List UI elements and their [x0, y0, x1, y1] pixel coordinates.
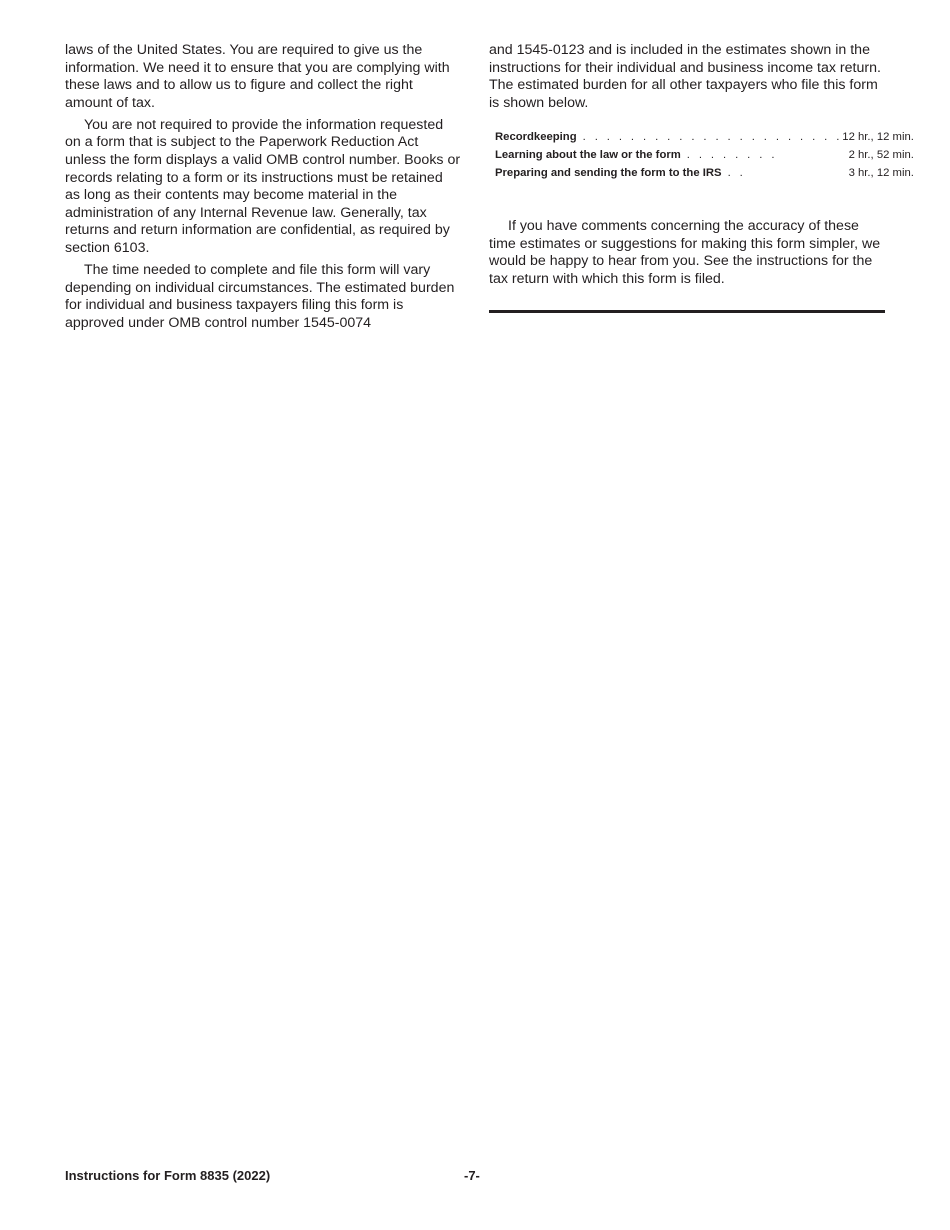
burden-row-recordkeeping	[495, 129, 914, 147]
end-rule	[489, 310, 885, 313]
burden-row-label: Learning about the law or the form	[495, 148, 681, 161]
burden-row-learning	[495, 147, 914, 165]
burden-row-label: Recordkeeping	[495, 131, 577, 144]
burden-row-value: 3 hr., 12 min.	[848, 166, 914, 179]
leader-dots: . . . . . . . . . . . . . . . . . . . . . .	[582, 131, 843, 144]
burden-row-value: 2 hr., 52 min.	[848, 148, 914, 161]
left-column	[65, 42, 461, 337]
burden-row-label: Preparing and sending the form to the IRS	[495, 166, 722, 179]
leader-dots: . . . . . . . .	[686, 148, 778, 161]
footer-title: Instructions for Form 8835 (2022)	[65, 1168, 271, 1183]
right-column	[489, 42, 914, 293]
page-number: -7-	[464, 1168, 480, 1183]
comments-paragraph: If you have comments concerning the accuracy of these time estimates or suggestions for making this form simpler, we would be happy to hear from you. See the instructions for the tax return with which this form is filed.	[489, 218, 881, 287]
burden-table	[495, 129, 914, 182]
omb-paragraph: You are not required to provide the information requested on a form that is subject to the Paperwork Reduction Act unless the form displays a valid OMB control number. Books or records relating to a form or its instructions must be retained as long as their contents may become material in the administration of any Internal Revenue law. Generally, tax returns and return information are confidential, as required by section 6103.	[65, 116, 461, 257]
leader-dots: . .	[727, 166, 746, 179]
privacy-paragraph-continued: laws of the United States. You are required to give us the information. We need it to ensure that you are complying with these laws and to allow us to figure and collect the right amount of tax.	[65, 42, 450, 111]
burden-row-value: 12 hr., 12 min.	[842, 131, 914, 144]
time-needed-paragraph: The time needed to complete and file this form will vary depending on individual circumstances. The estimated burden for individual and business taxpayers filing this form is approved under OMB control number 1545-0074	[65, 262, 455, 331]
burden-row-preparing	[495, 165, 914, 183]
estimates-paragraph: and 1545-0123 and is included in the estimates shown in the instructions for their individual and business income tax return. The estimated burden for all other taxpayers who file this form is shown below.	[489, 42, 881, 111]
